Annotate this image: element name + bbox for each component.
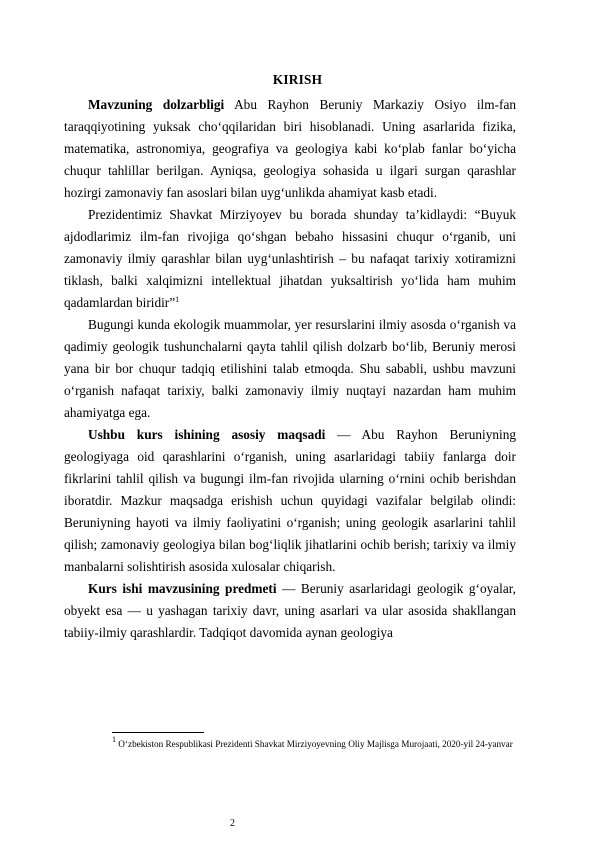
- paragraph-relevance: [64, 94, 516, 204]
- paragraph-text: — Abu Rayhon Beruniyning geologiyaga oid qarashlarini o‘rganish, uning asarlaridagi tabiiy fanlarga doir fikrlarini tahlil qilish va bugungi ilm-fan rivojida ularning o‘rnini ochib berishdan iboratdir. Mazkur maqsadga erishish uchun quyidagi vazifalar belgilab olindi: Beruniyning hayoti va ilmiy faoliyatini o‘rganish; uning geologik asarlarini tahlil qilish; zamonaviy geologiya bilan bog‘liqlik jihatlarini ochib berish; tarixiy va ilmiy manbalarni solishtirish asosida xulosalar chiqarish.: [64, 427, 516, 574]
- footnote-reference[interactable]: 1: [175, 295, 180, 304]
- paragraph-president-quote: [64, 204, 516, 314]
- section-heading: KIRISH: [272, 72, 323, 87]
- footnote: [112, 736, 540, 753]
- paragraph-text: Bugungi kunda ekologik muammolar, yer resurslarini ilmiy asosda o‘rganish va qadimiy geologik tushunchalarni qayta tahlil qilish dolzarb bo‘lib, Beruniy merosi yana bir bor chuqur tadqiq etilishini talab etmoqda. Shu sababli, ushbu mavzuni o‘rganish nafaqat tarixiy, balki zamonaviy ilmiy nuqtayi nazardan ham muhim ahamiyatga ega.: [64, 317, 516, 420]
- paragraph-text: Prezidentimiz Shavkat Mirziyoyev bu borada shunday ta’kidlaydi: “Buyuk ajdodlarimiz ilm-fan rivojiga qo‘shgan bebaho hissasini chuqur o‘rganib, uni zamonaviy ilmiy qarashlar bilan uyg‘unlashtirish – bu nafaqat tarixiy xotiramizni tiklash, balki xalqimizni intellektual jihatdan yuksaltirish yo‘lida ham muhim qadamlardan biridir”: [64, 207, 516, 310]
- body-text: [64, 94, 540, 644]
- footnote-mark: 1: [112, 735, 116, 744]
- footnote-text: O‘zbekiston Respublikasi Prezidenti Shavkat Mirziyoyevning Oliy Majlisga Murojaati, 2020-yil 24-yanvar: [116, 739, 513, 749]
- paragraph-goal: [64, 424, 516, 578]
- paragraph-text: Abu Rayhon Beruniy Markaziy Osiyo ilm-fan taraqqiyotining yuksak cho‘qqilaridan biri hisoblanadi. Uning asarlarida fizika, matematika, astronomiya, geografiya va geologiya kabi ko‘plab fanlar bo‘yicha chuqur tahlillar berilgan. Ayniqsa, geologiya sohasida u ilgari surgan qarashlar hozirgi zamonaviy fan asoslari bilan uyg‘unlikda ahamiyat kasb etadi.: [64, 97, 517, 200]
- paragraph-text: — Beruniy asarlaridagi geologik g‘oyalar, obyekt esa — u yashagan tarixiy davr, uning asarlari va ular asosida shakllangan tabiiy-ilmiy qarashlardir. Tadqiqot davomida aynan geologiya: [64, 581, 517, 640]
- paragraph-subject: [64, 578, 516, 644]
- footnote-divider: [112, 732, 204, 733]
- paragraph-lead: Mavzuning dolzarbligi: [88, 97, 225, 112]
- page-number: 2: [230, 818, 235, 829]
- paragraph-today: [64, 314, 516, 424]
- paragraph-lead: Kurs ishi mavzusining predmeti: [88, 581, 277, 596]
- paragraph-lead: Ushbu kurs ishining asosiy maqsadi: [88, 427, 326, 442]
